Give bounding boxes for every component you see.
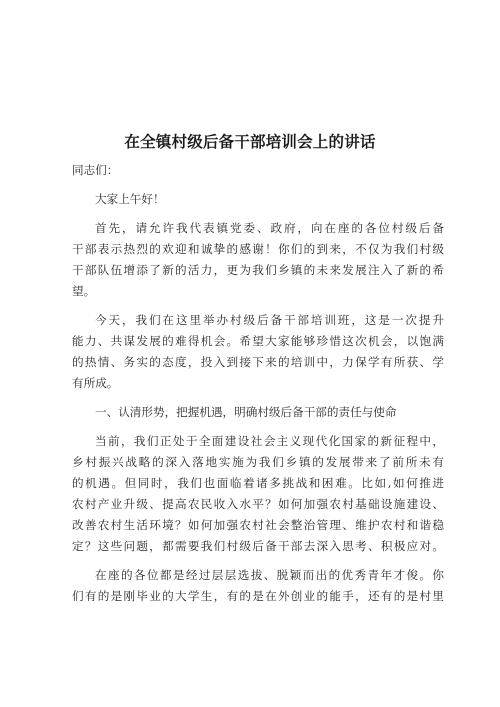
document-title: 在全镇村级后备干部培训会上的讲话 (124, 133, 376, 151)
paragraph-line: 望。 (72, 284, 96, 298)
paragraph-line: 当前，我们正处于全面建设社会主义现代化国家的新征程中， (95, 434, 444, 448)
paragraph-line: 农村产业升级、提高农民收入水平？如何加强农村基础设施建设、 (72, 497, 444, 511)
paragraph-line: 定？这些问题，都需要我们村级后备干部去深入思考、积极应对。 (72, 539, 444, 553)
paragraph-line: 今天，我们在这里举办村级后备干部培训班，这是一次提升 (95, 313, 444, 327)
section-heading-line: 一、认清形势，把握机遇，明确村级后备干部的责任与使命 (95, 405, 397, 419)
paragraph-line: 干部队伍增添了新的活力，更为我们乡镇的未来发展注入了新的希 (72, 263, 444, 277)
paragraph-attendees (72, 565, 444, 607)
paragraph-line: 改善农村生活环境？如何加强农村社会整治管理、维护农村和谐稳 (72, 518, 444, 532)
paragraph-line: 首先，请允许我代表镇党委、政府，向在座的各位村级后备 (95, 221, 444, 235)
paragraph-situation (72, 431, 444, 557)
paragraph-line: 能力、共谋发展的难得机会。希望大家能够珍惜这次机会，以饱满 (72, 334, 444, 348)
paragraph-welcome (72, 218, 444, 302)
salutation: 同志们： (72, 163, 119, 177)
paragraph-line: 的热情、务实的态度，投入到接下来的培训中，力保学有所获、学 (72, 355, 444, 369)
paragraph-line: 有所成。 (72, 376, 119, 390)
paragraph-line: 们有的是刚毕业的大学生，有的是在外创业的能手，还有的是村里 (72, 589, 444, 603)
paragraph-line: 乡村振兴战略的深入落地实施为我们乡镇的发展带来了前所未有 (72, 455, 444, 469)
section-heading-1 (72, 402, 444, 423)
paragraph-training (72, 310, 444, 394)
paragraph-line: 在座的各位都是经过层层选拔、脱颖而出的优秀青年才俊。你 (95, 568, 444, 582)
greeting: 大家上午好！ (95, 192, 165, 206)
paragraph-line: 干部表示热烈的欢迎和诚挚的感谢！你们的到来，不仅为我们村级 (72, 242, 444, 256)
document-body (72, 160, 444, 607)
paragraph-line: 的机遇。但同时，我们也面临着诸多挑战和困难。比如,如何推进 (72, 476, 444, 490)
